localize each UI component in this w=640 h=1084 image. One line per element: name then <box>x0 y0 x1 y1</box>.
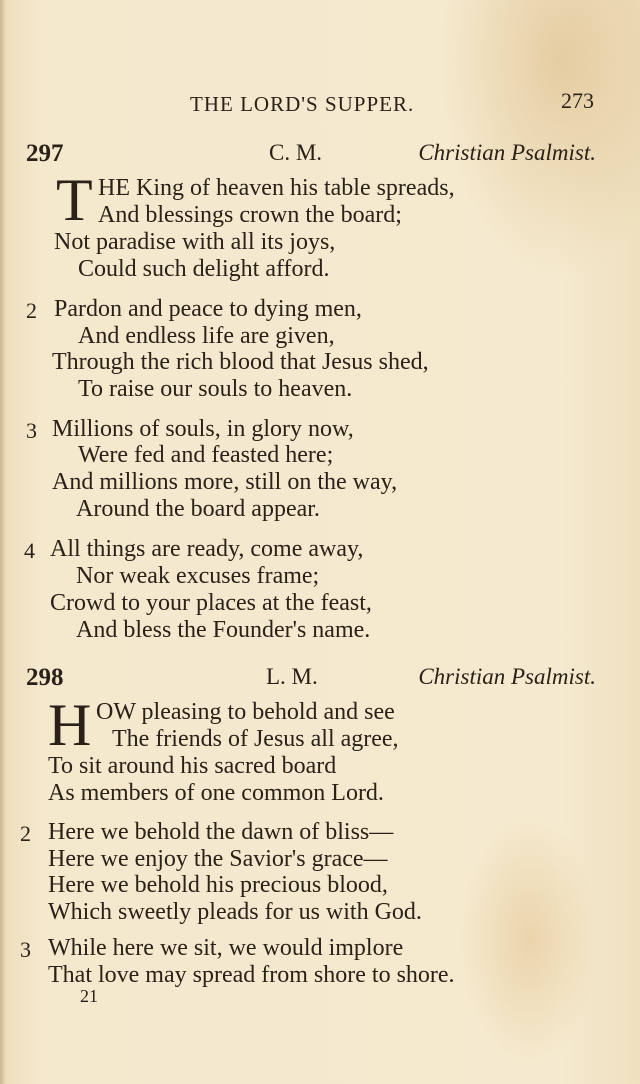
verse-line: And endless life are given, <box>78 323 335 349</box>
verse-line: Here we behold the dawn of bliss— <box>48 819 394 845</box>
verse-line: Pardon and peace to dying men, <box>54 296 362 322</box>
verse-line: Crowd to your places at the feast, <box>50 590 372 616</box>
drop-cap: T <box>56 167 93 233</box>
verse-line: Were fed and feasted here; <box>78 442 334 468</box>
verse-line: To raise our souls to heaven. <box>78 376 353 402</box>
verse-line: Here we enjoy the Savior's grace— <box>48 846 388 872</box>
verse-line: Here we behold his precious blood, <box>48 872 388 898</box>
verse-line: And millions more, still on the way, <box>52 469 398 495</box>
verse-number: 3 <box>20 937 31 962</box>
signature-mark: 21 <box>80 986 98 1006</box>
verse-line: All things are ready, come away, <box>50 536 364 562</box>
verse-number: 4 <box>24 538 35 563</box>
page-binding-edge <box>0 0 6 1084</box>
running-head: THE LORD'S SUPPER. <box>190 92 415 116</box>
verse-line: That love may spread from shore to shore. <box>48 962 455 988</box>
verse-number: 2 <box>20 821 31 846</box>
verse-line: OW pleasing to behold and see <box>96 699 395 725</box>
drop-cap: H <box>48 692 92 758</box>
verse-line: The friends of Jesus all agree, <box>112 726 399 752</box>
hymn-number: 297 <box>26 140 64 167</box>
verse-number: 3 <box>26 418 37 443</box>
verse-line: And blessings crown the board; <box>98 202 402 228</box>
hymn-meter: C. M. <box>269 140 323 165</box>
verse-line: Not paradise with all its joys, <box>54 229 336 255</box>
verse-line: Millions of souls, in glory now, <box>52 416 354 442</box>
hymn-297-header <box>26 140 596 170</box>
hymn-author: Christian Psalmist. <box>418 664 596 689</box>
verse-line: HE King of heaven his table spreads, <box>98 175 455 201</box>
verse-number: 2 <box>26 298 37 323</box>
verse-line: To sit around his sacred board <box>48 753 337 779</box>
hymn-298-header <box>26 664 596 694</box>
verse-line: As members of one common Lord. <box>48 780 384 806</box>
verse-line: Could such delight afford. <box>78 256 330 282</box>
verse-line: Nor weak excuses frame; <box>76 563 320 589</box>
verse-line: Which sweetly pleads for us with God. <box>48 899 422 925</box>
verse-line: Through the rich blood that Jesus shed, <box>52 349 429 375</box>
verse-line: Around the board appear. <box>76 496 320 522</box>
hymn-author: Christian Psalmist. <box>418 140 596 165</box>
verse-line: While here we sit, we would implore <box>48 935 404 961</box>
page-number: 273 <box>561 88 594 113</box>
verse-line: And bless the Founder's name. <box>76 617 371 643</box>
hymn-number: 298 <box>26 664 64 691</box>
hymn-meter: L. M. <box>266 664 318 689</box>
